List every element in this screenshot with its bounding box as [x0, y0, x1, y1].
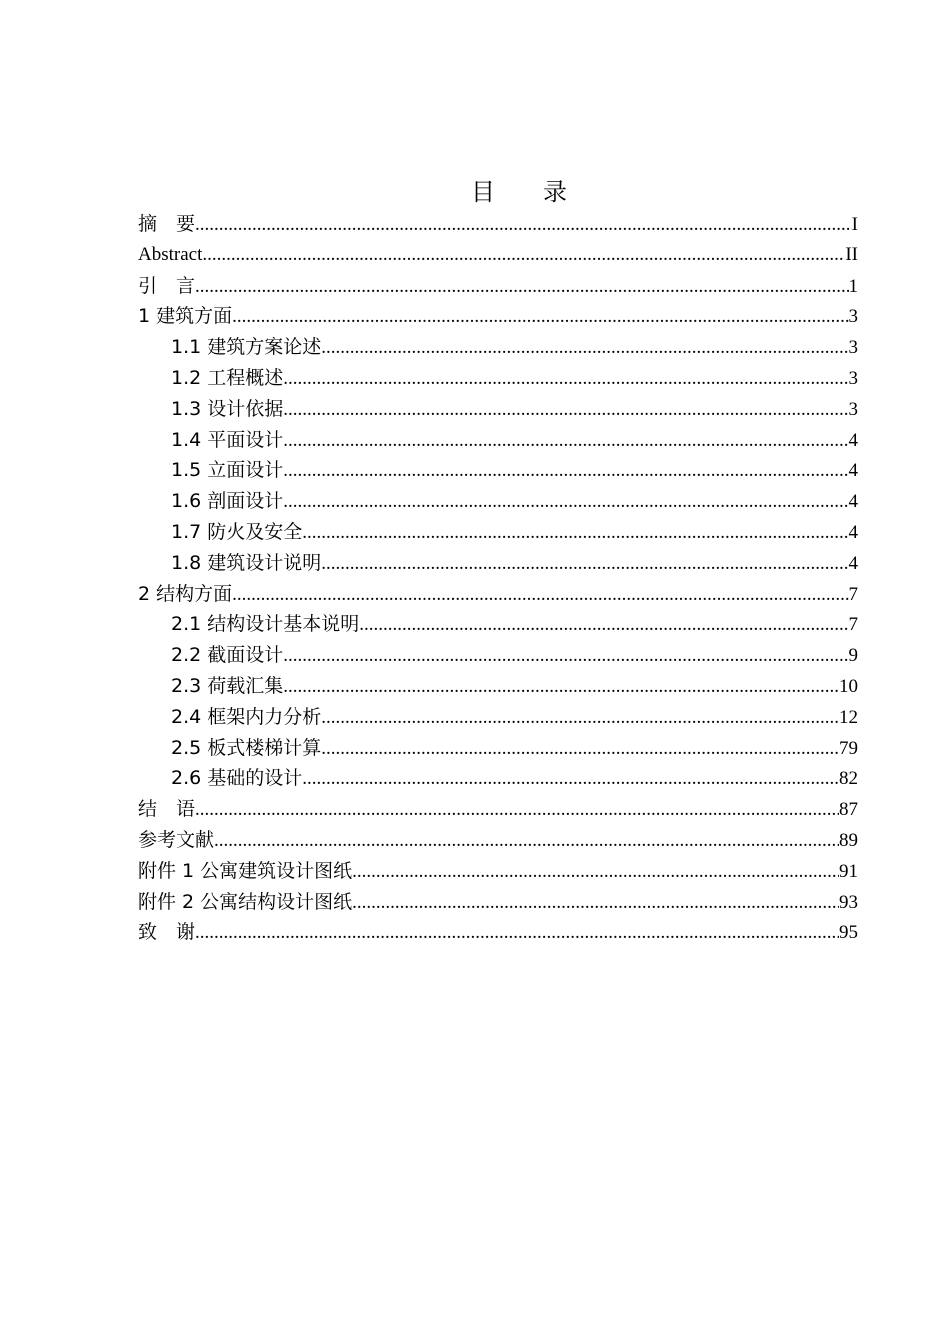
toc-entry[interactable]: [138, 455, 858, 486]
toc-entry-label: Abstract: [138, 243, 203, 265]
toc-entry-label: 摘 要: [138, 213, 196, 235]
toc-entry-label: 1.6 剖面设计: [171, 490, 284, 513]
toc-dot-leader: [195, 795, 839, 825]
toc-entry-label: 2.4 框架内力分析: [171, 705, 322, 728]
toc-dot-leader: [283, 364, 848, 394]
toc-entry-page: 82: [839, 768, 858, 790]
toc-dot-leader: [232, 302, 848, 332]
toc-entry[interactable]: [138, 301, 858, 332]
toc-dot-leader: [283, 641, 848, 671]
toc-entry-label: 结 语: [138, 798, 196, 821]
toc-entry-page: 3: [848, 367, 858, 389]
toc-entry-page: 10: [839, 675, 858, 697]
toc-entry-label: 1.4 平面设计: [171, 428, 284, 451]
toc-entry[interactable]: [138, 394, 858, 425]
toc-entry[interactable]: [138, 671, 858, 702]
toc-dot-leader: [302, 764, 839, 794]
toc-dot-leader: [214, 826, 839, 856]
toc-entry[interactable]: [138, 763, 858, 794]
toc-entry-label: 1.2 工程概述: [171, 366, 284, 389]
toc-dot-leader: [352, 888, 839, 918]
toc-entry-page: 1: [848, 275, 858, 297]
toc-dot-leader: [321, 703, 839, 733]
toc-entry-page: 91: [839, 860, 858, 882]
toc-dot-leader: [195, 918, 839, 948]
toc-entry-page: 79: [839, 737, 858, 759]
toc-entry-page: 95: [839, 922, 858, 944]
toc-entry[interactable]: [138, 363, 858, 394]
toc-list: [138, 209, 858, 948]
toc-entry-page: 7: [848, 614, 858, 636]
toc-entry-label: 2.6 基础的设计: [171, 767, 303, 790]
toc-entry-page: 12: [839, 706, 858, 728]
toc-dot-leader: [321, 333, 848, 363]
toc-dot-leader: [283, 426, 848, 456]
toc-entry-label: 2.5 板式楼梯计算: [171, 736, 322, 759]
toc-entry[interactable]: [138, 609, 858, 640]
toc-dot-leader: [232, 580, 848, 610]
toc-entry-page: 4: [848, 429, 858, 451]
toc-entry-page: 3: [848, 398, 858, 420]
toc-entry[interactable]: [138, 856, 858, 887]
toc-entry-label: 2.2 截面设计: [171, 644, 284, 667]
toc-entry-page: 7: [848, 583, 858, 605]
toc-title-left: 目: [471, 178, 497, 206]
toc-entry[interactable]: [138, 240, 858, 271]
toc-dot-leader: [321, 734, 839, 764]
toc-dot-leader: [195, 272, 848, 302]
toc-entry-page: 4: [848, 491, 858, 513]
toc-entry-page: 3: [848, 337, 858, 359]
toc-entry[interactable]: [138, 425, 858, 456]
toc-title: [0, 176, 950, 208]
toc-entry[interactable]: [138, 579, 858, 610]
toc-entry-page: 4: [848, 521, 858, 543]
toc-entry[interactable]: [138, 702, 858, 733]
toc-entry-page: 3: [848, 306, 858, 328]
toc-entry-label: 1.1 建筑方案论述: [171, 336, 322, 359]
toc-dot-leader: [202, 240, 845, 271]
toc-entry-label: 2.1 结构设计基本说明: [171, 613, 360, 636]
toc-entry[interactable]: [138, 486, 858, 517]
toc-entry[interactable]: [138, 825, 858, 856]
toc-entry-label: 1 建筑方面: [138, 305, 233, 328]
toc-entry-label: 附件 2 公寓结构设计图纸: [138, 890, 353, 913]
toc-entry-page: 9: [848, 645, 858, 667]
toc-dot-leader: [283, 395, 848, 425]
toc-entry[interactable]: [138, 548, 858, 579]
toc-dot-leader: [283, 487, 848, 517]
toc-title-right: 录: [543, 178, 569, 206]
toc-entry-page: I: [851, 214, 858, 235]
toc-dot-leader: [359, 610, 848, 640]
toc-entry-label: 1.8 建筑设计说明: [171, 551, 322, 574]
toc-dot-leader: [302, 518, 848, 548]
toc-entry-label: 2 结构方面: [138, 582, 233, 605]
toc-entry[interactable]: [138, 917, 858, 948]
toc-entry-page: 87: [839, 799, 858, 821]
toc-entry-label: 1.7 防火及安全: [171, 520, 303, 543]
toc-entry-label: 1.3 设计依据: [171, 397, 284, 420]
toc-entry-page: 4: [848, 552, 858, 574]
toc-entry[interactable]: [138, 733, 858, 764]
toc-entry-label: 1.5 立面设计: [171, 459, 284, 482]
toc-entry-label: 参考文献: [138, 828, 215, 851]
toc-entry[interactable]: [138, 517, 858, 548]
toc-entry-label: 附件 1 公寓建筑设计图纸: [138, 859, 353, 882]
toc-entry-label: 致 谢: [138, 921, 196, 944]
toc-dot-leader: [352, 857, 839, 887]
toc-entry[interactable]: [138, 209, 858, 240]
toc-dot-leader: [283, 672, 839, 702]
toc-entry[interactable]: [138, 640, 858, 671]
toc-entry-page: 4: [848, 460, 858, 482]
toc-entry-label: 引 言: [138, 274, 196, 297]
toc-dot-leader: [195, 210, 852, 240]
toc-entry-page: 93: [839, 891, 858, 913]
toc-entry-page: 89: [839, 829, 858, 851]
toc-entry[interactable]: [138, 332, 858, 363]
toc-entry-label: 2.3 荷载汇集: [171, 674, 284, 697]
toc-dot-leader: [283, 456, 848, 486]
toc-dot-leader: [321, 549, 848, 579]
toc-entry[interactable]: [138, 887, 858, 918]
toc-entry[interactable]: [138, 271, 858, 302]
toc-entry-page: II: [845, 243, 858, 265]
toc-entry[interactable]: [138, 794, 858, 825]
